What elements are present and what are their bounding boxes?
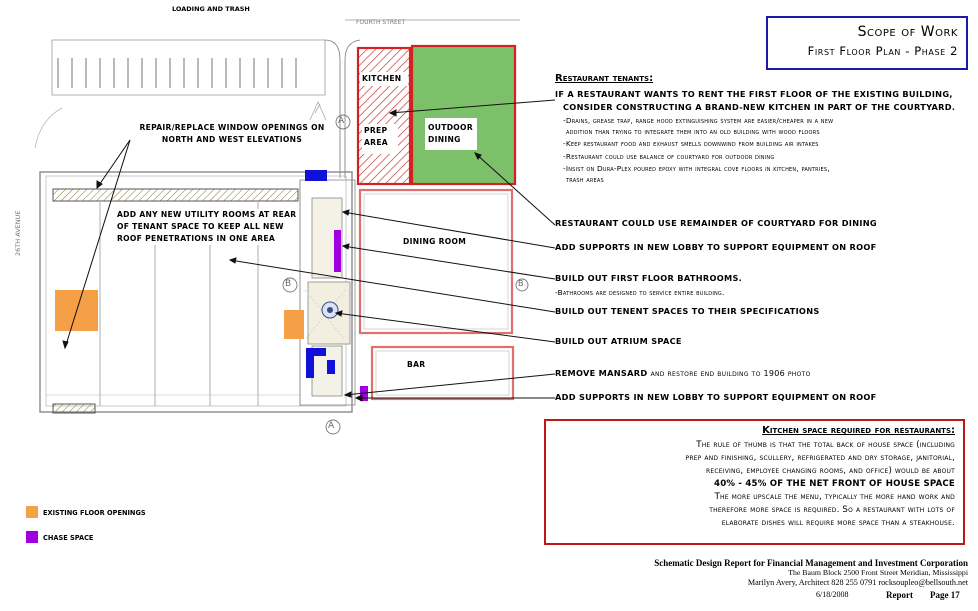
restaurant-bullet-4b: trash areas xyxy=(566,175,604,184)
note-tenant-spaces: BUILD OUT TENENT SPACES TO THEIR SPECIFICATIONS xyxy=(555,306,820,316)
south-wall-strip xyxy=(53,404,95,413)
atrium-fixture-center xyxy=(327,307,333,313)
chase-space-1 xyxy=(334,230,341,272)
subtitle-text: First Floor Plan - Phase 2 xyxy=(807,44,958,58)
restaurant-heading: Restaurant tenants: xyxy=(555,73,654,84)
restaurant-bullet-3: -Restaurant could use balance of courtyard for outdoor dining xyxy=(563,152,775,161)
note-bathrooms: BUILD OUT FIRST FLOOR BATHROOMS. xyxy=(555,273,743,283)
north-wall-strip xyxy=(53,189,298,201)
legend-swatch-floor-openings xyxy=(26,506,38,518)
kitchen-box-line-3: receiving, employee changing rooms, and office) would be about xyxy=(706,466,955,476)
utility-callout: ADD ANY NEW UTILITY ROOMS AT REAR OF TENANT SPACE TO KEEP ALL NEW ROOF PENETRATIONS IN ONE AREA xyxy=(117,210,297,243)
bar-label: BAR xyxy=(407,360,426,369)
kitchen-box-text-a xyxy=(555,439,955,530)
outdoor-dining-area xyxy=(412,46,515,184)
kitchen-space-box xyxy=(544,419,965,545)
restaurant-bullet-1b: addition than trying to integrate them into an old building with wood floors xyxy=(566,127,820,136)
stair-blue-small xyxy=(327,360,335,374)
avenue-label: 26TH AVENUE xyxy=(14,210,22,256)
kitchen-addition xyxy=(358,48,410,184)
footer-page-number: Page 17 xyxy=(930,590,960,600)
kitchen-box-line-4: The more upscale the menu, typically the more hand work and xyxy=(714,492,955,502)
prep-area-label: PREP AREA xyxy=(364,126,388,147)
footer-report-label: Report xyxy=(886,590,913,600)
window-callout: REPAIR/REPLACE WINDOW OPENINGS ON NORTH AND WEST ELEVATIONS xyxy=(137,122,327,146)
note-atrium: BUILD OUT ATRIUM SPACE xyxy=(555,336,682,346)
street-label: FOURTH STREET xyxy=(356,19,406,26)
note-courtyard-dining: RESTAURANT COULD USE REMAINDER OF COURTYARD FOR DINING xyxy=(555,218,877,228)
footer-date: 6/18/2008 xyxy=(816,590,849,599)
kitchen-box-line-2: prep and finishing, scullery, refrigerated and dry storage, janitorial, xyxy=(685,453,955,463)
legend-label-floor-openings: EXISTING FLOOR OPENINGS xyxy=(43,509,146,517)
restaurant-bullet-4: -Insist on Dura-Plex poured epoxy with integral cove floors in kitchen, pantries, xyxy=(563,164,830,173)
note-mansard xyxy=(555,367,811,380)
kitchen-box-emphasis: 40% - 45% OF THE NET FRONT OF HOUSE SPACE xyxy=(714,479,955,489)
note-lobby-supports-1: ADD SUPPORTS IN NEW LOBBY TO SUPPORT EQUIPMENT ON ROOF xyxy=(555,242,877,252)
stair-blue-north xyxy=(305,170,327,181)
title-box xyxy=(766,16,968,70)
parking-lot xyxy=(35,40,360,178)
dining-room xyxy=(360,190,512,333)
note-mansard-main: REMOVE MANSARD xyxy=(555,368,648,378)
kitchen-label: KITCHEN xyxy=(362,74,402,83)
legend-swatch-chase-space xyxy=(26,531,38,543)
footer-report-title: Schematic Design Report for Financial Management and Investment Corporation xyxy=(654,558,968,568)
legend-label-chase-space: CHASE SPACE xyxy=(43,534,94,542)
dining-room-label: DINING ROOM xyxy=(403,237,467,246)
loading-trash-label: LOADING AND TRASH xyxy=(172,5,250,13)
section-mark-b2: B xyxy=(518,279,524,288)
title-text: Scope of Work xyxy=(857,24,958,40)
outdoor-dining-label: OUTDOOR DINING xyxy=(428,123,473,144)
restaurant-bullet-2: -Keep restaurant food and exhaust smells downwind from building air intakes xyxy=(563,139,819,148)
kitchen-box-line-1: The rule of thumb is that the total back of house space (including xyxy=(696,440,955,450)
restaurant-bullet-1: -Drains, grease trap, range hood extinguishing system are easier/cheaper in a new xyxy=(563,116,834,125)
restaurant-line-2: CONSIDER CONSTRUCTING A BRAND-NEW KITCHEN IN PART OF THE COURTYARD. xyxy=(563,102,956,112)
section-mark-b1: B xyxy=(285,279,292,289)
section-mark-a1: A xyxy=(338,116,345,126)
footer-architect: Marilyn Avery, Architect 828 255 0791 rocksoupleo@bellsouth.net xyxy=(747,578,968,587)
kitchen-box-heading: Kitchen space required for restaurants: xyxy=(762,425,955,436)
kitchen-box-line-5: therefore more space is required. So a restaurant with lots of xyxy=(709,505,955,515)
note-mansard-rest: and restore end building to 1906 photo xyxy=(650,369,811,378)
note-bathrooms-sub: -Bathrooms are designed to service entire building. xyxy=(555,288,725,297)
section-mark-a2: A xyxy=(328,421,335,431)
kitchen-box-line-6: elaborate dishes will require more space than a steakhouse. xyxy=(721,518,955,528)
restaurant-line-1: IF A RESTAURANT WANTS TO RENT THE FIRST FLOOR OF THE EXISTING BUILDING, xyxy=(555,89,953,99)
note-lobby-supports-2: ADD SUPPORTS IN NEW LOBBY TO SUPPORT EQUIPMENT ON ROOF xyxy=(555,392,877,402)
bar-area xyxy=(372,347,513,399)
footer-address: The Baum Block 2500 Front Street Meridian, Mississippi xyxy=(788,568,968,577)
floor-opening-2 xyxy=(284,310,304,339)
